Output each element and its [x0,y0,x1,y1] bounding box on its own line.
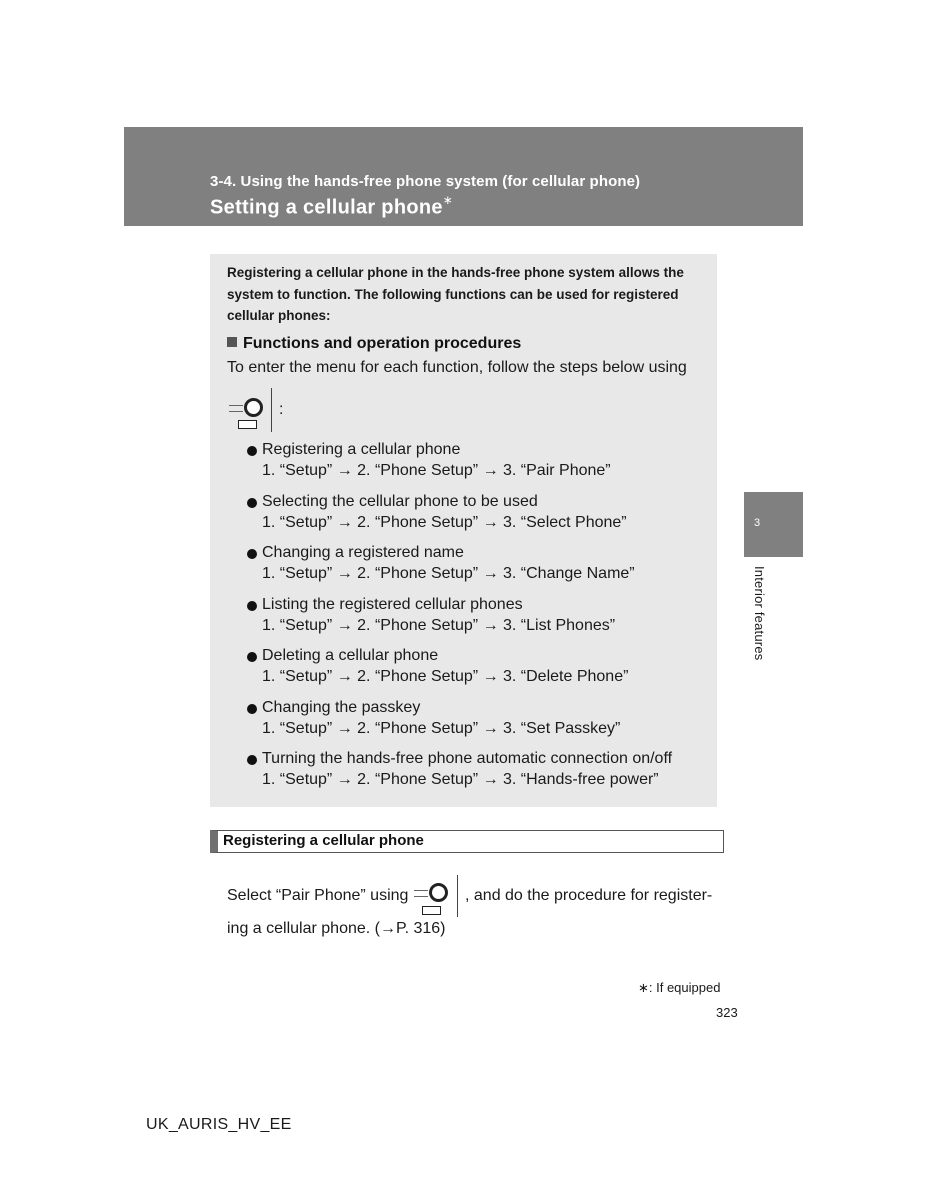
bullet-icon [247,652,257,662]
section-title: 3-4. Using the hands-free phone system (for cellular phone) [210,173,641,190]
function-steps: 1. “Setup” → 2. “Phone Setup” → 3. “Set Passkey” [262,719,621,737]
function-item [247,494,707,546]
knob-slot [422,906,441,915]
function-steps: 1. “Setup” → 2. “Phone Setup” → 3. “Delete Phone” [262,668,629,685]
page-number: 323 [716,1005,738,1020]
function-name: Registering a cellular phone [262,441,461,458]
register-instruction-text-cont: , and do the procedure for register- [465,887,713,904]
chapter-header [124,127,803,226]
function-name: Turning the hands-free phone automatic connection on/off [262,750,673,767]
register-section-heading [210,830,724,853]
bullet-icon [247,446,257,456]
function-item [247,751,707,803]
function-steps: 1. “Setup” → 2. “Phone Setup” → 3. “Pair Phone” [262,462,611,479]
intro-text: Registering a cellular phone in the hands-free phone system allows the system to function. The following functions can be used for registered cellular phones: [227,265,684,323]
footnote: ∗: If equipped [638,980,721,995]
bullet-icon [247,704,257,714]
setup-knob-icon [411,875,458,917]
bullet-icon [247,549,257,559]
function-steps: 1. “Setup” → 2. “Phone Setup” → 3. “Change Name” [262,565,635,582]
bullet-icon [247,601,257,611]
functions-heading [227,335,521,353]
square-bullet-icon [227,337,237,347]
page-title-text: Setting a cellular phone [210,196,443,219]
function-item [247,545,707,597]
knob-label-lines [414,890,428,897]
function-name: Changing the passkey [262,698,421,716]
function-item [247,700,707,752]
chapter-tab-label: Interior features [752,566,767,661]
enter-menu-text: To enter the menu for each function, follow the steps below using [227,359,687,376]
functions-list [247,442,707,803]
function-steps: 1. “Setup” → 2. “Phone Setup” → 3. “Select Phone” [262,513,627,531]
functions-heading-text: Functions and operation procedures [243,335,522,352]
document-code: UK_AURIS_HV_EE [146,1116,292,1133]
bullet-icon [247,755,257,765]
page-title [210,195,453,220]
chapter-number: 3 [754,517,761,529]
function-steps: 1. “Setup” → 2. “Phone Setup” → 3. “List Phones” [262,616,616,634]
functions-info-box [210,254,717,807]
knob-dial [429,883,448,902]
register-section-heading-text: Registering a cellular phone [223,832,424,849]
register-instruction-text: Select “Pair Phone” using [227,887,409,904]
register-instruction-line2: ing a cellular phone. (→P. 316) [227,920,446,937]
setup-knob-icon [227,388,272,432]
function-name: Deleting a cellular phone [262,647,439,664]
equipped-mark: ∗ [442,193,454,207]
function-name: Changing a registered name [262,544,464,561]
function-name: Selecting the cellular phone to be used [262,492,538,510]
knob-slot [238,420,257,429]
colon-text: : [279,401,284,418]
function-item [247,648,707,700]
function-item [247,442,707,494]
knob-dial [244,398,263,417]
bullet-icon [247,498,257,508]
function-name: Listing the registered cellular phones [262,595,523,613]
knob-label-lines [229,405,243,412]
function-item [247,597,707,649]
chapter-tab[interactable] [744,492,803,557]
function-steps: 1. “Setup” → 2. “Phone Setup” → 3. “Hands-free power” [262,771,659,788]
